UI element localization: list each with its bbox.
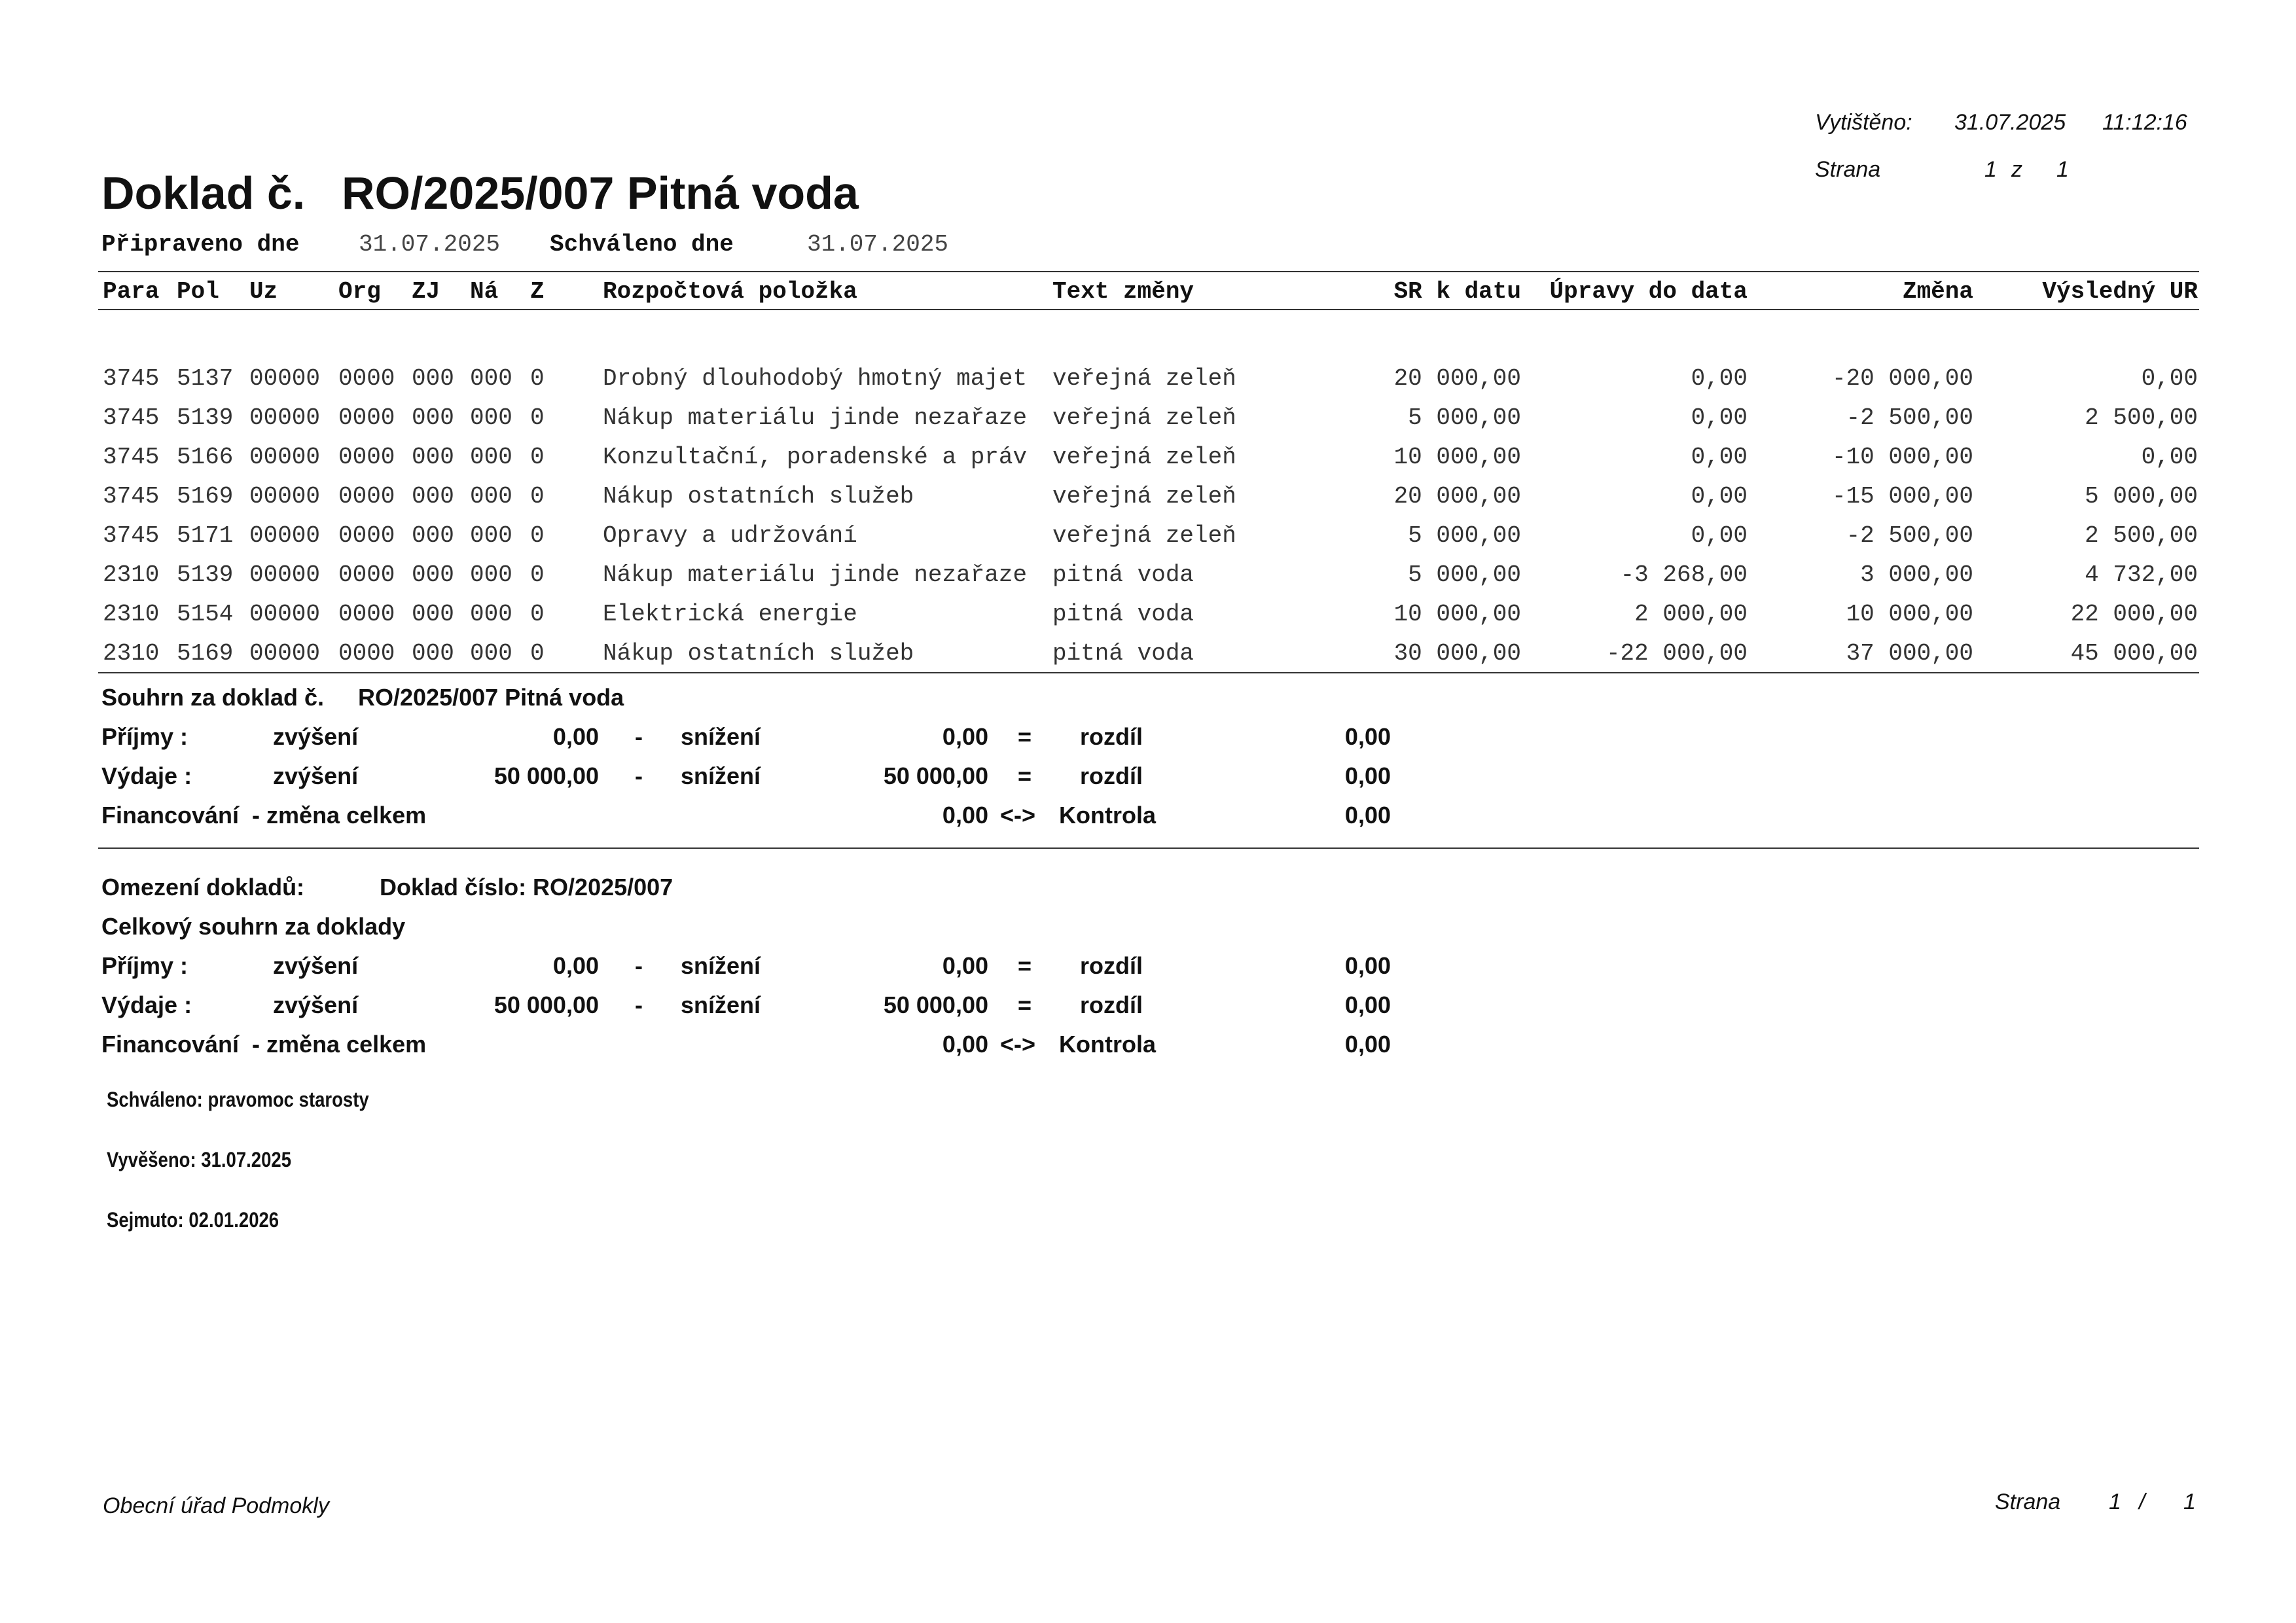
cell-ur: 0,00 [2141, 444, 2198, 471]
cell-pol: 5137 [177, 365, 234, 392]
footer-org: Obecní úřad Podmokly [103, 1493, 329, 1518]
cell-org: 0000 [338, 365, 395, 392]
table-top-rule [98, 271, 2199, 272]
cell-sr: 30 000,00 [1393, 640, 1521, 667]
footer-page-total: 1 [2183, 1489, 2196, 1514]
table-bottom-rule [98, 672, 2199, 673]
summary-all-title: Celkový souhrn za doklady [101, 913, 406, 940]
cell-para: 2310 [103, 601, 160, 628]
cell-uz: 00000 [249, 483, 321, 510]
note-posted: Vyvěšeno: 31.07.2025 [107, 1148, 292, 1171]
cell-na: 000 [470, 640, 512, 667]
cell-pol: 5166 [177, 444, 234, 471]
summary-dec: 0,00 [942, 723, 988, 750]
cell-sr: 10 000,00 [1393, 444, 1521, 471]
cell-pol: 5139 [177, 562, 234, 588]
summary-dec-label: snížení [681, 762, 761, 789]
approved-date: 31.07.2025 [807, 231, 949, 258]
cell-pol: 5154 [177, 601, 234, 628]
cell-uz: 00000 [249, 562, 321, 588]
cell-polozka: Drobný dlouhodobý hmotný majet [603, 365, 1028, 392]
cell-para: 3745 [103, 404, 160, 431]
cell-upravy: 0,00 [1691, 404, 1748, 431]
cell-z: 0 [530, 483, 545, 510]
summary-minus: - [635, 723, 643, 750]
summary-doc-title-prefix: Souhrn za doklad č. [101, 684, 325, 711]
cell-para: 2310 [103, 562, 160, 588]
cell-zj: 000 [412, 365, 454, 392]
cell-sr: 5 000,00 [1408, 522, 1521, 549]
cell-upravy: 2 000,00 [1634, 601, 1748, 628]
cell-na: 000 [470, 483, 512, 510]
document-title-prefix: Doklad č. [101, 168, 306, 219]
printed-date: 31.07.2025 [1954, 110, 2066, 135]
summary-label: Příjmy : [101, 952, 188, 979]
cell-polozka: Elektrická energie [603, 601, 857, 628]
summary-doc-title: RO/2025/007 Pitná voda [358, 684, 624, 711]
col-ur: Výsledný UR [2042, 278, 2198, 305]
summary-inc-label: zvýšení [273, 723, 359, 750]
col-para: Para [103, 278, 160, 305]
footer-page-sep: / [2139, 1489, 2145, 1514]
printed-label: Vytištěno: [1815, 110, 1912, 135]
cell-polozka: Nákup ostatních služeb [603, 640, 914, 667]
summary-inc: 50 000,00 [493, 991, 599, 1018]
cell-polozka: Nákup materiálu jinde nezařaze [603, 404, 1028, 431]
summary-eq: = [1018, 952, 1032, 979]
summary-inc: 50 000,00 [493, 762, 599, 789]
cell-pol: 5139 [177, 404, 234, 431]
page-top-total: 1 [2056, 157, 2069, 182]
cell-org: 0000 [338, 404, 395, 431]
summary-fin-arrow: <-> [1000, 802, 1036, 829]
summary-diff: 0,00 [1344, 952, 1391, 979]
cell-zmena: -10 000,00 [1831, 444, 1973, 471]
cell-ur: 2 500,00 [2085, 404, 2198, 431]
cell-na: 000 [470, 562, 512, 588]
cell-text: pitná voda [1052, 601, 1194, 628]
note-approved: Schváleno: pravomoc starosty [107, 1088, 369, 1111]
summary-check-label: Kontrola [1059, 1031, 1156, 1058]
summary-dec: 50 000,00 [883, 991, 988, 1018]
cell-org: 0000 [338, 522, 395, 549]
cell-na: 000 [470, 601, 512, 628]
cell-ur: 2 500,00 [2085, 522, 2198, 549]
summary-diff-label: rozdíl [1080, 952, 1143, 979]
cell-uz: 00000 [249, 640, 321, 667]
summary-check: 0,00 [1344, 1031, 1391, 1058]
cell-uz: 00000 [249, 601, 321, 628]
summary-label: Výdaje : [101, 991, 192, 1018]
cell-z: 0 [530, 562, 545, 588]
cell-z: 0 [530, 522, 545, 549]
cell-para: 3745 [103, 522, 160, 549]
cell-sr: 20 000,00 [1393, 365, 1521, 392]
cell-ur: 0,00 [2141, 365, 2198, 392]
cell-upravy: 0,00 [1691, 365, 1748, 392]
cell-polozka: Opravy a udržování [603, 522, 857, 549]
cell-pol: 5169 [177, 640, 234, 667]
filter-label: Omezení dokladů: [101, 874, 305, 901]
cell-zmena: 37 000,00 [1846, 640, 1973, 667]
summary-label: Příjmy : [101, 723, 188, 750]
cell-zj: 000 [412, 404, 454, 431]
cell-ur: 45 000,00 [2070, 640, 2198, 667]
cell-ur: 4 732,00 [2085, 562, 2198, 588]
summary-minus: - [635, 952, 643, 979]
cell-uz: 00000 [249, 444, 321, 471]
page-top-current: 1 [1984, 157, 1997, 182]
cell-sr: 5 000,00 [1408, 562, 1521, 588]
cell-uz: 00000 [249, 365, 321, 392]
cell-zj: 000 [412, 483, 454, 510]
cell-para: 3745 [103, 444, 160, 471]
cell-uz: 00000 [249, 522, 321, 549]
cell-zj: 000 [412, 444, 454, 471]
summary-fin-arrow: <-> [1000, 1031, 1036, 1058]
summary-diff-label: rozdíl [1080, 991, 1143, 1018]
cell-zmena: -2 500,00 [1846, 522, 1973, 549]
col-upravy: Úpravy do data [1549, 278, 1748, 305]
cell-text: veřejná zeleň [1052, 365, 1236, 392]
cell-upravy: 0,00 [1691, 444, 1748, 471]
col-sr: SR k datu [1393, 278, 1521, 305]
cell-text: veřejná zeleň [1052, 522, 1236, 549]
document-title: RO/2025/007 Pitná voda [342, 168, 859, 219]
cell-na: 000 [470, 404, 512, 431]
cell-na: 000 [470, 522, 512, 549]
page-top-sep: z [2011, 157, 2022, 182]
col-uz: Uz [249, 278, 278, 305]
cell-na: 000 [470, 365, 512, 392]
footer-page-label: Strana [1995, 1489, 2061, 1514]
summary-eq: = [1018, 762, 1032, 789]
summary-rule [98, 847, 2199, 849]
cell-zj: 000 [412, 562, 454, 588]
cell-z: 0 [530, 601, 545, 628]
col-polozka: Rozpočtová položka [603, 278, 857, 305]
col-zj: ZJ [412, 278, 440, 305]
prepared-date: 31.07.2025 [359, 231, 501, 258]
cell-ur: 22 000,00 [2070, 601, 2198, 628]
note-removed: Sejmuto: 02.01.2026 [107, 1208, 279, 1232]
cell-uz: 00000 [249, 404, 321, 431]
footer-page-current: 1 [2109, 1489, 2121, 1514]
cell-na: 000 [470, 444, 512, 471]
cell-zmena: 10 000,00 [1846, 601, 1973, 628]
summary-diff: 0,00 [1344, 762, 1391, 789]
col-text: Text změny [1052, 278, 1194, 305]
col-na: Ná [470, 278, 499, 305]
cell-org: 0000 [338, 483, 395, 510]
summary-fin-value: 0,00 [942, 802, 988, 829]
col-z: Z [530, 278, 545, 305]
summary-diff-label: rozdíl [1080, 762, 1143, 789]
cell-zmena: 3 000,00 [1860, 562, 1973, 588]
cell-polozka: Konzultační, poradenské a práv [603, 444, 1028, 471]
cell-upravy: -3 268,00 [1620, 562, 1748, 588]
cell-ur: 5 000,00 [2085, 483, 2198, 510]
cell-sr: 20 000,00 [1393, 483, 1521, 510]
summary-dec: 0,00 [942, 952, 988, 979]
cell-z: 0 [530, 365, 545, 392]
cell-zmena: -20 000,00 [1831, 365, 1973, 392]
cell-zmena: -2 500,00 [1846, 404, 1973, 431]
col-zmena: Změna [1902, 278, 1973, 305]
cell-org: 0000 [338, 601, 395, 628]
cell-zj: 000 [412, 522, 454, 549]
cell-upravy: -22 000,00 [1605, 640, 1748, 667]
summary-diff: 0,00 [1344, 723, 1391, 750]
summary-inc: 0,00 [552, 723, 599, 750]
cell-pol: 5169 [177, 483, 234, 510]
cell-text: veřejná zeleň [1052, 444, 1236, 471]
prepared-label: Připraveno dne [101, 231, 300, 258]
summary-inc: 0,00 [552, 952, 599, 979]
summary-dec-label: snížení [681, 723, 761, 750]
summary-dec-label: snížení [681, 991, 761, 1018]
summary-fin-value: 0,00 [942, 1031, 988, 1058]
cell-org: 0000 [338, 444, 395, 471]
cell-org: 0000 [338, 640, 395, 667]
summary-diff: 0,00 [1344, 991, 1391, 1018]
summary-diff-label: rozdíl [1080, 723, 1143, 750]
summary-minus: - [635, 762, 643, 789]
cell-text: pitná voda [1052, 562, 1194, 588]
page-top-label: Strana [1815, 157, 1881, 182]
cell-para: 2310 [103, 640, 160, 667]
table-header-rule [98, 309, 2199, 310]
summary-dec-label: snížení [681, 952, 761, 979]
cell-org: 0000 [338, 562, 395, 588]
cell-zmena: -15 000,00 [1831, 483, 1973, 510]
col-org: Org [338, 278, 381, 305]
summary-fin-label: Financování - změna celkem [101, 802, 427, 829]
cell-pol: 5171 [177, 522, 234, 549]
col-pol: Pol [177, 278, 219, 305]
cell-upravy: 0,00 [1691, 483, 1748, 510]
filter-value: Doklad číslo: RO/2025/007 [380, 874, 673, 901]
summary-inc-label: zvýšení [273, 991, 359, 1018]
summary-inc-label: zvýšení [273, 762, 359, 789]
summary-dec: 50 000,00 [883, 762, 988, 789]
cell-zj: 000 [412, 601, 454, 628]
summary-eq: = [1018, 723, 1032, 750]
cell-sr: 5 000,00 [1408, 404, 1521, 431]
cell-z: 0 [530, 640, 545, 667]
cell-para: 3745 [103, 365, 160, 392]
cell-zj: 000 [412, 640, 454, 667]
cell-z: 0 [530, 404, 545, 431]
cell-text: veřejná zeleň [1052, 483, 1236, 510]
summary-label: Výdaje : [101, 762, 192, 789]
summary-check: 0,00 [1344, 802, 1391, 829]
cell-para: 3745 [103, 483, 160, 510]
cell-text: pitná voda [1052, 640, 1194, 667]
summary-minus: - [635, 991, 643, 1018]
summary-fin-label: Financování - změna celkem [101, 1031, 427, 1058]
summary-check-label: Kontrola [1059, 802, 1156, 829]
approved-label: Schváleno dne [550, 231, 734, 258]
cell-polozka: Nákup ostatních služeb [603, 483, 914, 510]
cell-polozka: Nákup materiálu jinde nezařaze [603, 562, 1028, 588]
cell-z: 0 [530, 444, 545, 471]
cell-text: veřejná zeleň [1052, 404, 1236, 431]
printed-time: 11:12:16 [2102, 110, 2187, 135]
cell-sr: 10 000,00 [1393, 601, 1521, 628]
cell-upravy: 0,00 [1691, 522, 1748, 549]
summary-eq: = [1018, 991, 1032, 1018]
summary-inc-label: zvýšení [273, 952, 359, 979]
